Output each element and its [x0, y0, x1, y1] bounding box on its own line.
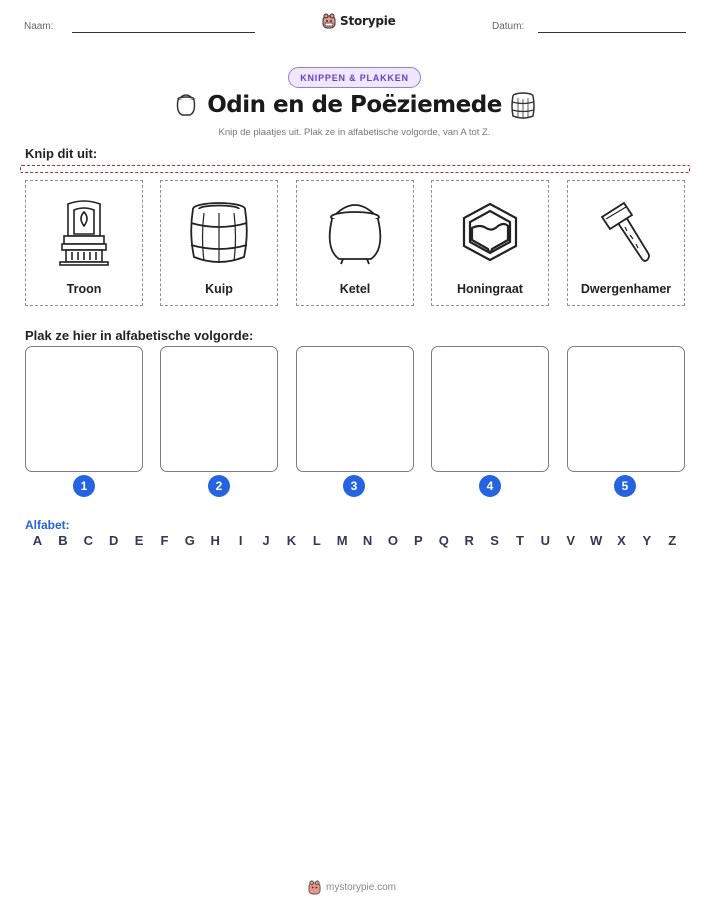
cut-card-dwergenhamer[interactable] — [567, 180, 685, 306]
throne-icon — [58, 200, 110, 266]
paste-slot-1[interactable] — [25, 346, 143, 472]
alphabet-letter: G — [184, 533, 195, 548]
storypie-mascot-icon — [322, 13, 336, 29]
cut-line — [20, 165, 690, 173]
alphabet-letter: B — [58, 533, 68, 548]
paste-slot-3[interactable] — [296, 346, 414, 472]
hammer-icon — [596, 201, 656, 265]
alphabet-letter: X — [617, 533, 626, 548]
alphabet-letter: N — [362, 533, 373, 548]
alphabet-letter: T — [515, 533, 524, 548]
alphabet-row — [25, 533, 685, 548]
alphabet-letter: J — [262, 533, 270, 548]
storypie-mascot-icon — [308, 880, 321, 895]
alphabet-letter: D — [108, 533, 119, 548]
alphabet-label: Alfabet: — [25, 518, 70, 532]
alphabet-letter: Z — [668, 533, 677, 548]
cut-card-kuip[interactable] — [160, 180, 278, 306]
alphabet-letter: U — [540, 533, 550, 548]
barrel-icon — [189, 201, 249, 265]
cut-card-label: Troon — [66, 282, 102, 296]
brand-logo — [322, 13, 396, 29]
slot-number-1: 1 — [73, 475, 95, 497]
cut-card-troon[interactable] — [25, 180, 143, 306]
alphabet-letter: R — [464, 533, 474, 548]
alphabet-letter: M — [336, 533, 348, 548]
paste-slot-2[interactable] — [160, 346, 278, 472]
alphabet-letter: Q — [438, 533, 449, 548]
paste-slot-5[interactable] — [567, 346, 685, 472]
cut-card-label: Ketel — [339, 282, 371, 296]
cut-card-label: Honingraat — [457, 282, 523, 296]
cut-card-label: Kuip — [205, 282, 233, 296]
alphabet-letter: P — [414, 533, 423, 548]
name-field-line[interactable] — [72, 32, 255, 33]
footer — [308, 880, 396, 895]
paste-section-label: Plak ze hier in alfabetische volgorde: — [25, 328, 254, 343]
slot-number-4: 4 — [479, 475, 501, 497]
slot-number-5: 5 — [614, 475, 636, 497]
cut-card-ketel[interactable] — [296, 180, 414, 306]
activity-badge: KNIPPEN & PLAKKEN — [288, 67, 421, 88]
alphabet-letter: Y — [642, 533, 652, 548]
alphabet-letter: W — [589, 533, 603, 548]
slot-number-2: 2 — [208, 475, 230, 497]
page-title: Odin en de Poëziemede — [207, 92, 502, 118]
alphabet-letter: V — [566, 533, 576, 548]
alphabet-letter: S — [490, 533, 499, 548]
brand-name: Storypie — [340, 14, 396, 28]
alphabet-letter: I — [238, 533, 243, 548]
date-field-line[interactable] — [538, 32, 686, 33]
paste-slot-4[interactable] — [431, 346, 549, 472]
alphabet-letter: O — [387, 533, 399, 548]
date-label: Datum: — [492, 21, 525, 32]
cut-card-honingraat[interactable] — [431, 180, 549, 306]
alphabet-letter: E — [134, 533, 144, 548]
alphabet-letter: F — [160, 533, 169, 548]
cut-section-label: Knip dit uit: — [25, 146, 98, 161]
footer-url: mystorypie.com — [326, 882, 397, 893]
cauldron-icon — [325, 201, 385, 265]
slot-number-3: 3 — [343, 475, 365, 497]
barrel-icon — [510, 92, 536, 120]
cut-card-label: Dwergenhamer — [580, 282, 672, 296]
instructions: Knip de plaatjes uit. Plak ze in alfabetische volgorde, van A tot Z. — [218, 127, 491, 138]
alphabet-letter: L — [312, 533, 321, 548]
alphabet-letter: H — [210, 533, 220, 548]
honeycomb-icon — [460, 202, 520, 264]
name-label: Naam: — [24, 21, 54, 32]
alphabet-letter: C — [83, 533, 93, 548]
alphabet-letter: A — [32, 533, 43, 548]
alphabet-letter: K — [286, 533, 297, 548]
